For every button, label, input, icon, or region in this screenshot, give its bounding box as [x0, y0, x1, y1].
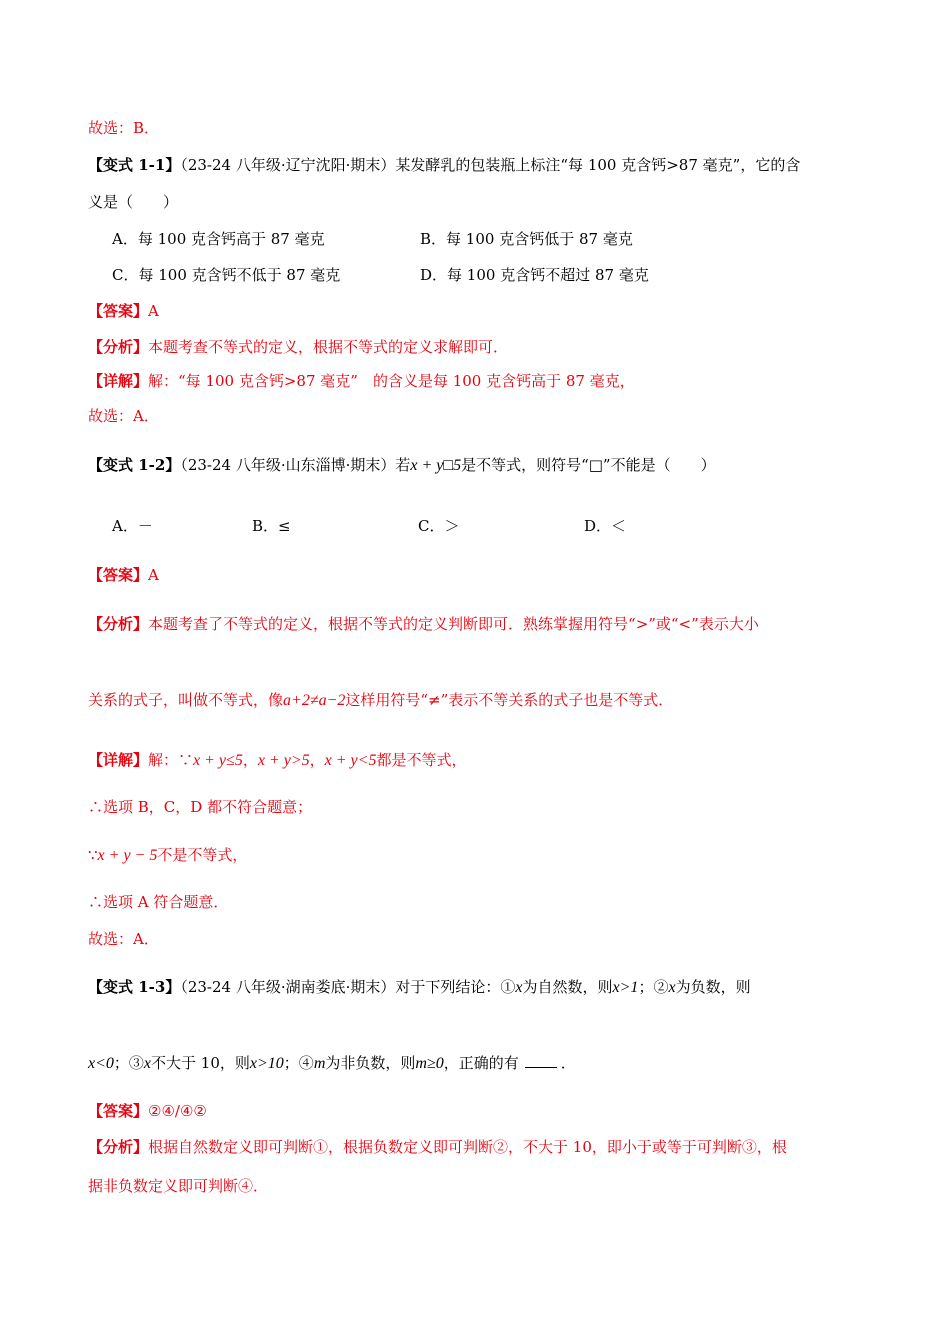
q1-2-analysis-label: 【分析】 — [88, 615, 149, 633]
q1-3-text-b5: ，正确的有 — [443, 1054, 519, 1072]
q1-3-var-x3: x — [143, 1055, 152, 1072]
q1-2-detail-math-2: x + y>5 — [257, 752, 310, 769]
q1-1-detail — [88, 371, 635, 391]
q1-3-text-b4: 为非负数，则 — [325, 1054, 416, 1072]
q1-3-analysis-label: 【分析】 — [88, 1138, 149, 1156]
q1-2-analysis-post: 这样用符号“≠”表示不等关系的式子也是不等式． — [345, 691, 674, 709]
q1-2-detail-math-1: x + y≤5 — [193, 752, 243, 769]
q1-2-therefore-1: ∴选项 B，C，D 都不符合题意； — [88, 798, 313, 816]
q1-2-detail-label: 【详解】 — [88, 751, 149, 769]
q1-2-analysis-line2 — [88, 690, 673, 711]
q1-1-option-d: D．每 100 克含钙不超过 87 毫克 — [420, 266, 649, 284]
q1-3-math-a1: x>1 — [612, 979, 639, 996]
q1-3-var-x1: x — [515, 979, 523, 996]
q1-2-detail-sep-1: ， — [242, 751, 258, 769]
q1-1-tag: 【变式 1-1】 — [88, 156, 181, 174]
q1-2-therefore-2: ∴选项 A 符合题意． — [88, 893, 229, 911]
q1-3-stem-line2 — [88, 1053, 576, 1074]
q1-1-stem-line1 — [88, 155, 800, 175]
q1-1-analysis-text: 本题考查不等式的定义，根据不等式的定义求解即可． — [148, 338, 509, 356]
q1-2-analysis-math: a+2≠a−2 — [283, 692, 346, 709]
q1-2-stem-post: 是不等式，则符号“□”不能是（ ） — [461, 456, 716, 474]
q1-2-detail-post: 都是不等式， — [376, 751, 467, 769]
q1-1-source: （23-24 八年级·辽宁沈阳·期末） — [180, 156, 396, 174]
q1-3-text-b2: 不大于 10，则 — [151, 1054, 250, 1072]
q1-3-answer-value: ②④/④② — [148, 1102, 207, 1120]
q1-3-text-a2: 为自然数，则 — [522, 978, 613, 996]
q1-3-var-m1: m — [313, 1055, 326, 1072]
q1-2-option-b: B．≤ — [252, 517, 291, 535]
q1-2-analysis-line1 — [88, 614, 759, 634]
q1-1-option-b: B．每 100 克含钙低于 87 毫克 — [420, 230, 633, 248]
q1-2-detail-sep-2: ， — [309, 751, 325, 769]
q1-2-because-math: x + y − 5 — [97, 847, 158, 864]
q1-3-source: （23-24 八年级·湖南娄底·期末） — [180, 978, 396, 996]
q1-2-because-post: 不是不等式， — [157, 846, 248, 864]
q1-3-text-a1: 对于下列结论：① — [395, 978, 516, 996]
q1-1-stem-line2: 义是（ ） — [88, 193, 179, 211]
q1-3-text-b3: ；④ — [283, 1054, 314, 1072]
q1-2-because-line — [88, 845, 247, 866]
q1-1-option-a: A．每 100 克含钙高于 87 毫克 — [112, 230, 325, 248]
q1-2-answer — [88, 565, 159, 585]
q1-2-answer-value: A — [148, 566, 159, 584]
q1-3-math-b3: m≥0 — [415, 1055, 444, 1072]
q1-2-option-a: A．－ — [112, 517, 153, 535]
q1-3-analysis-line2: 据非负数定义即可判断④． — [88, 1177, 269, 1195]
q1-3-stem-line1 — [88, 977, 751, 998]
q1-3-answer-label: 【答案】 — [88, 1102, 149, 1120]
q1-3-analysis-line1 — [88, 1137, 787, 1157]
q1-2-tag: 【变式 1-2】 — [88, 456, 181, 474]
q1-2-stem-pre: 若 — [395, 456, 411, 474]
q1-3-text-b1: ；③ — [113, 1054, 144, 1072]
q1-1-analysis — [88, 337, 508, 357]
answer-blank — [525, 1053, 557, 1068]
q1-3-analysis-text-a: 根据自然数定义即可判断①，根据负数定义即可判断②，不大于 10，即小于或等于可判断③，根 — [148, 1138, 787, 1156]
q1-3-text-a3: ；② — [638, 978, 669, 996]
q1-2-detail-pre: 解：∵ — [148, 751, 194, 769]
q1-2-stem-math: x + y□5 — [410, 457, 462, 474]
q1-1-answer-value: A — [148, 302, 159, 320]
q1-3-math-b1: x<0 — [88, 1055, 114, 1072]
prev-choice-line: 故选：B． — [88, 119, 160, 137]
q1-2-because-pre: ∵ — [88, 846, 98, 864]
q1-3-text-a4: 为负数，则 — [675, 978, 751, 996]
q1-1-analysis-label: 【分析】 — [88, 338, 149, 356]
q1-2-source: （23-24 八年级·山东淄博·期末） — [180, 456, 396, 474]
q1-1-answer-label: 【答案】 — [88, 302, 149, 320]
q1-3-answer — [88, 1101, 207, 1121]
q1-2-analysis-text-a: 本题考查了不等式的定义，根据不等式的定义判断即可．熟练掌握用符号“>”或“<”表示大小 — [148, 615, 759, 633]
q1-1-answer — [88, 301, 159, 321]
q1-1-choice: 故选：A． — [88, 407, 159, 425]
q1-2-answer-label: 【答案】 — [88, 566, 149, 584]
q1-1-detail-text: 解：“每 100 克含钙>87 毫克” 的含义是每 100 克含钙高于 87 毫克， — [148, 372, 635, 390]
q1-2-choice: 故选：A． — [88, 930, 159, 948]
q1-3-text-b6: ． — [560, 1054, 576, 1072]
q1-1-option-c: C．每 100 克含钙不低于 87 毫克 — [112, 266, 341, 284]
q1-1-detail-label: 【详解】 — [88, 372, 149, 390]
q1-2-analysis-pre: 关系的式子，叫做不等式，像 — [88, 691, 284, 709]
q1-1-stem-a: 某发酵乳的包装瓶上标注“每 100 克含钙>87 毫克”，它的含 — [395, 156, 801, 174]
q1-2-detail-line1 — [88, 750, 466, 771]
q1-3-math-b2: x>10 — [249, 1055, 284, 1072]
q1-2-detail-math-3: x + y<5 — [324, 752, 377, 769]
q1-2-stem — [88, 455, 716, 476]
q1-3-var-x2: x — [668, 979, 676, 996]
q1-3-tag: 【变式 1-3】 — [88, 978, 181, 996]
q1-2-option-d: D．＜ — [584, 517, 627, 535]
q1-2-option-c: C．＞ — [418, 517, 460, 535]
